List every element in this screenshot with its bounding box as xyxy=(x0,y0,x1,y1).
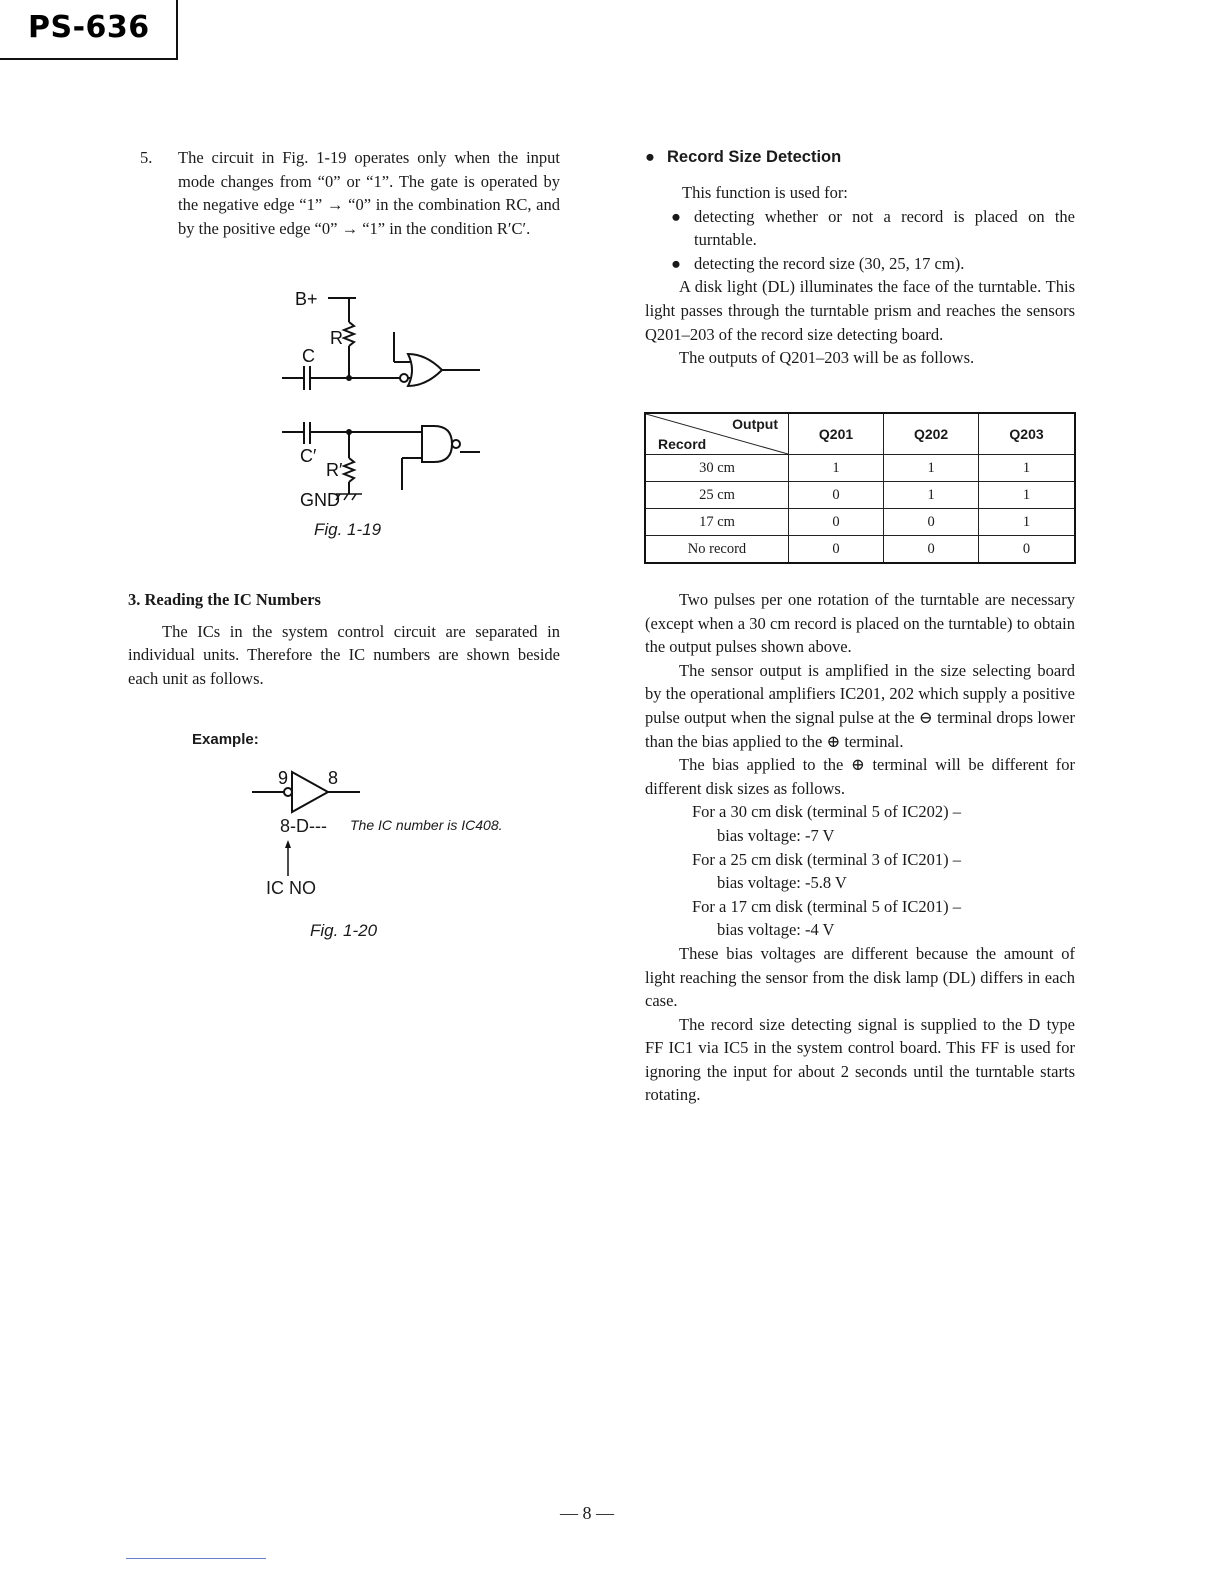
table-corner-cell xyxy=(645,413,789,455)
value-cell: 0 xyxy=(789,536,884,564)
item-5-number: 5. xyxy=(140,148,153,167)
table-header-row xyxy=(645,413,1075,455)
model-number: PS-636 xyxy=(28,10,150,45)
value-cell: 1 xyxy=(884,482,979,509)
item-5 xyxy=(128,146,560,240)
bias-list xyxy=(645,800,1075,942)
ic-note: The IC number is IC408. xyxy=(350,817,503,833)
label-bplus: B+ xyxy=(295,289,318,309)
record-cell: 17 cm xyxy=(645,509,789,536)
column-header: Q202 xyxy=(884,413,979,455)
label-c-prime: C′ xyxy=(300,446,317,466)
model-tab xyxy=(0,0,178,60)
fig-1-19-caption: Fig. 1-19 xyxy=(314,520,382,539)
bullet-dot-icon: ● xyxy=(645,148,655,166)
column-header: Q203 xyxy=(979,413,1075,455)
bias-voltage: bias voltage: -7 V xyxy=(717,825,835,845)
section-3-text: The ICs in the system control circuit are separated in individual units. Therefore the IC numbers are shown beside each unit as follows. xyxy=(128,621,560,688)
value-cell: 1 xyxy=(979,509,1075,536)
value-cell: 0 xyxy=(789,482,884,509)
page-number: — 8 — xyxy=(560,1503,614,1523)
para-5: The bias applied to the ⊕ terminal will be different for different disk sizes as follows. xyxy=(645,755,1075,798)
value-cell: 1 xyxy=(979,455,1075,482)
pin-out: 8 xyxy=(328,768,339,788)
bias-line: For a 25 cm disk (terminal 3 of IC201) – xyxy=(692,849,961,869)
table-row xyxy=(645,509,1075,536)
label-r-prime: R′ xyxy=(326,460,343,480)
record-cell: 30 cm xyxy=(645,455,789,482)
bullet-item xyxy=(645,205,1075,252)
outputs-table xyxy=(644,412,1076,564)
record-size-continued xyxy=(645,588,1075,1107)
bias-line: For a 17 cm disk (terminal 5 of IC201) – xyxy=(692,896,961,916)
bullet-text-1: detecting whether or not a record is placed on the turntable. xyxy=(694,206,1075,250)
corner-record: Record xyxy=(658,436,707,452)
bullet-text-2: detecting the record size (30, 25, 17 cm). xyxy=(694,253,965,273)
example-label: Example: xyxy=(192,731,259,748)
footer-rule xyxy=(126,1558,266,1559)
corner-output: Output xyxy=(732,416,778,432)
section-3 xyxy=(128,588,560,690)
value-cell: 1 xyxy=(884,455,979,482)
fig-1-20-caption: Fig. 1-20 xyxy=(310,921,378,940)
fig-1-19-circuit xyxy=(270,280,500,520)
para-7: The record size detecting signal is supplied to the D type FF IC1 via IC5 in the system control board. This FF is used for ignoring the input for about 2 seconds until the turntable starts rotating. xyxy=(645,1014,1075,1105)
fig-1-20-buffer xyxy=(244,762,374,822)
para-3: Two pulses per one rotation of the turntable are necessary (except when a 30 cm record is placed on the turntable) to obtain the output pulses shown above. xyxy=(645,590,1075,657)
intro-text: This function is used for: xyxy=(682,183,848,202)
record-cell: 25 cm xyxy=(645,482,789,509)
item-5-text: The circuit in Fig. 1-19 operates only when the input mode changes from “0” or “1”. The gate is operated by the negative edge “1” → “0” in the combination RC, and by the positive edge “0” → “1” in the condition R′C′. xyxy=(178,148,560,238)
arrow-icon xyxy=(280,838,300,878)
bias-line: For a 30 cm disk (terminal 5 of IC202) – xyxy=(692,802,961,822)
para-1: A disk light (DL) illuminates the face of the turntable. This light passes through the turntable prism and reaches the sensors Q201–203 of the record size detecting board. xyxy=(645,277,1075,344)
record-size-heading: Record Size Detection xyxy=(667,148,842,166)
value-cell: 0 xyxy=(884,536,979,564)
table-row xyxy=(645,482,1075,509)
value-cell: 1 xyxy=(789,455,884,482)
label-c: C xyxy=(302,346,315,366)
value-cell: 0 xyxy=(979,536,1075,564)
ic-marker: 8-D--- xyxy=(280,816,327,836)
table-row xyxy=(645,455,1075,482)
pin-in: 9 xyxy=(278,768,289,788)
para-2: The outputs of Q201–203 will be as follows. xyxy=(679,348,975,368)
bullet-dot-icon: ● xyxy=(671,206,681,226)
table-row xyxy=(645,536,1075,564)
record-cell: No record xyxy=(645,536,789,564)
value-cell: 0 xyxy=(789,509,884,536)
ic-no-label: IC NO xyxy=(266,878,317,898)
bullet-dot-icon: ● xyxy=(671,253,681,273)
value-cell: 0 xyxy=(884,509,979,536)
section-3-title: 3. Reading the IC Numbers xyxy=(128,590,321,609)
record-size-section xyxy=(645,146,1075,370)
bias-voltage: bias voltage: -4 V xyxy=(717,920,835,940)
value-cell: 1 xyxy=(979,482,1075,509)
para-4: The sensor output is amplified in the size selecting board by the operational amplifiers IC201, 202 which supply a positive pulse output when the signal pulse at the ⊖ terminal drops lower than the bias applied to the ⊕ terminal. xyxy=(645,660,1075,751)
column-header: Q201 xyxy=(789,413,884,455)
bias-voltage: bias voltage: -5.8 V xyxy=(717,873,847,893)
label-gnd: GND xyxy=(300,490,340,510)
para-6: These bias voltages are different because the amount of light reaching the sensor from the disk lamp (DL) differs in each case. xyxy=(645,943,1075,1011)
label-r: R xyxy=(330,328,343,348)
bullet-item xyxy=(645,252,1075,276)
